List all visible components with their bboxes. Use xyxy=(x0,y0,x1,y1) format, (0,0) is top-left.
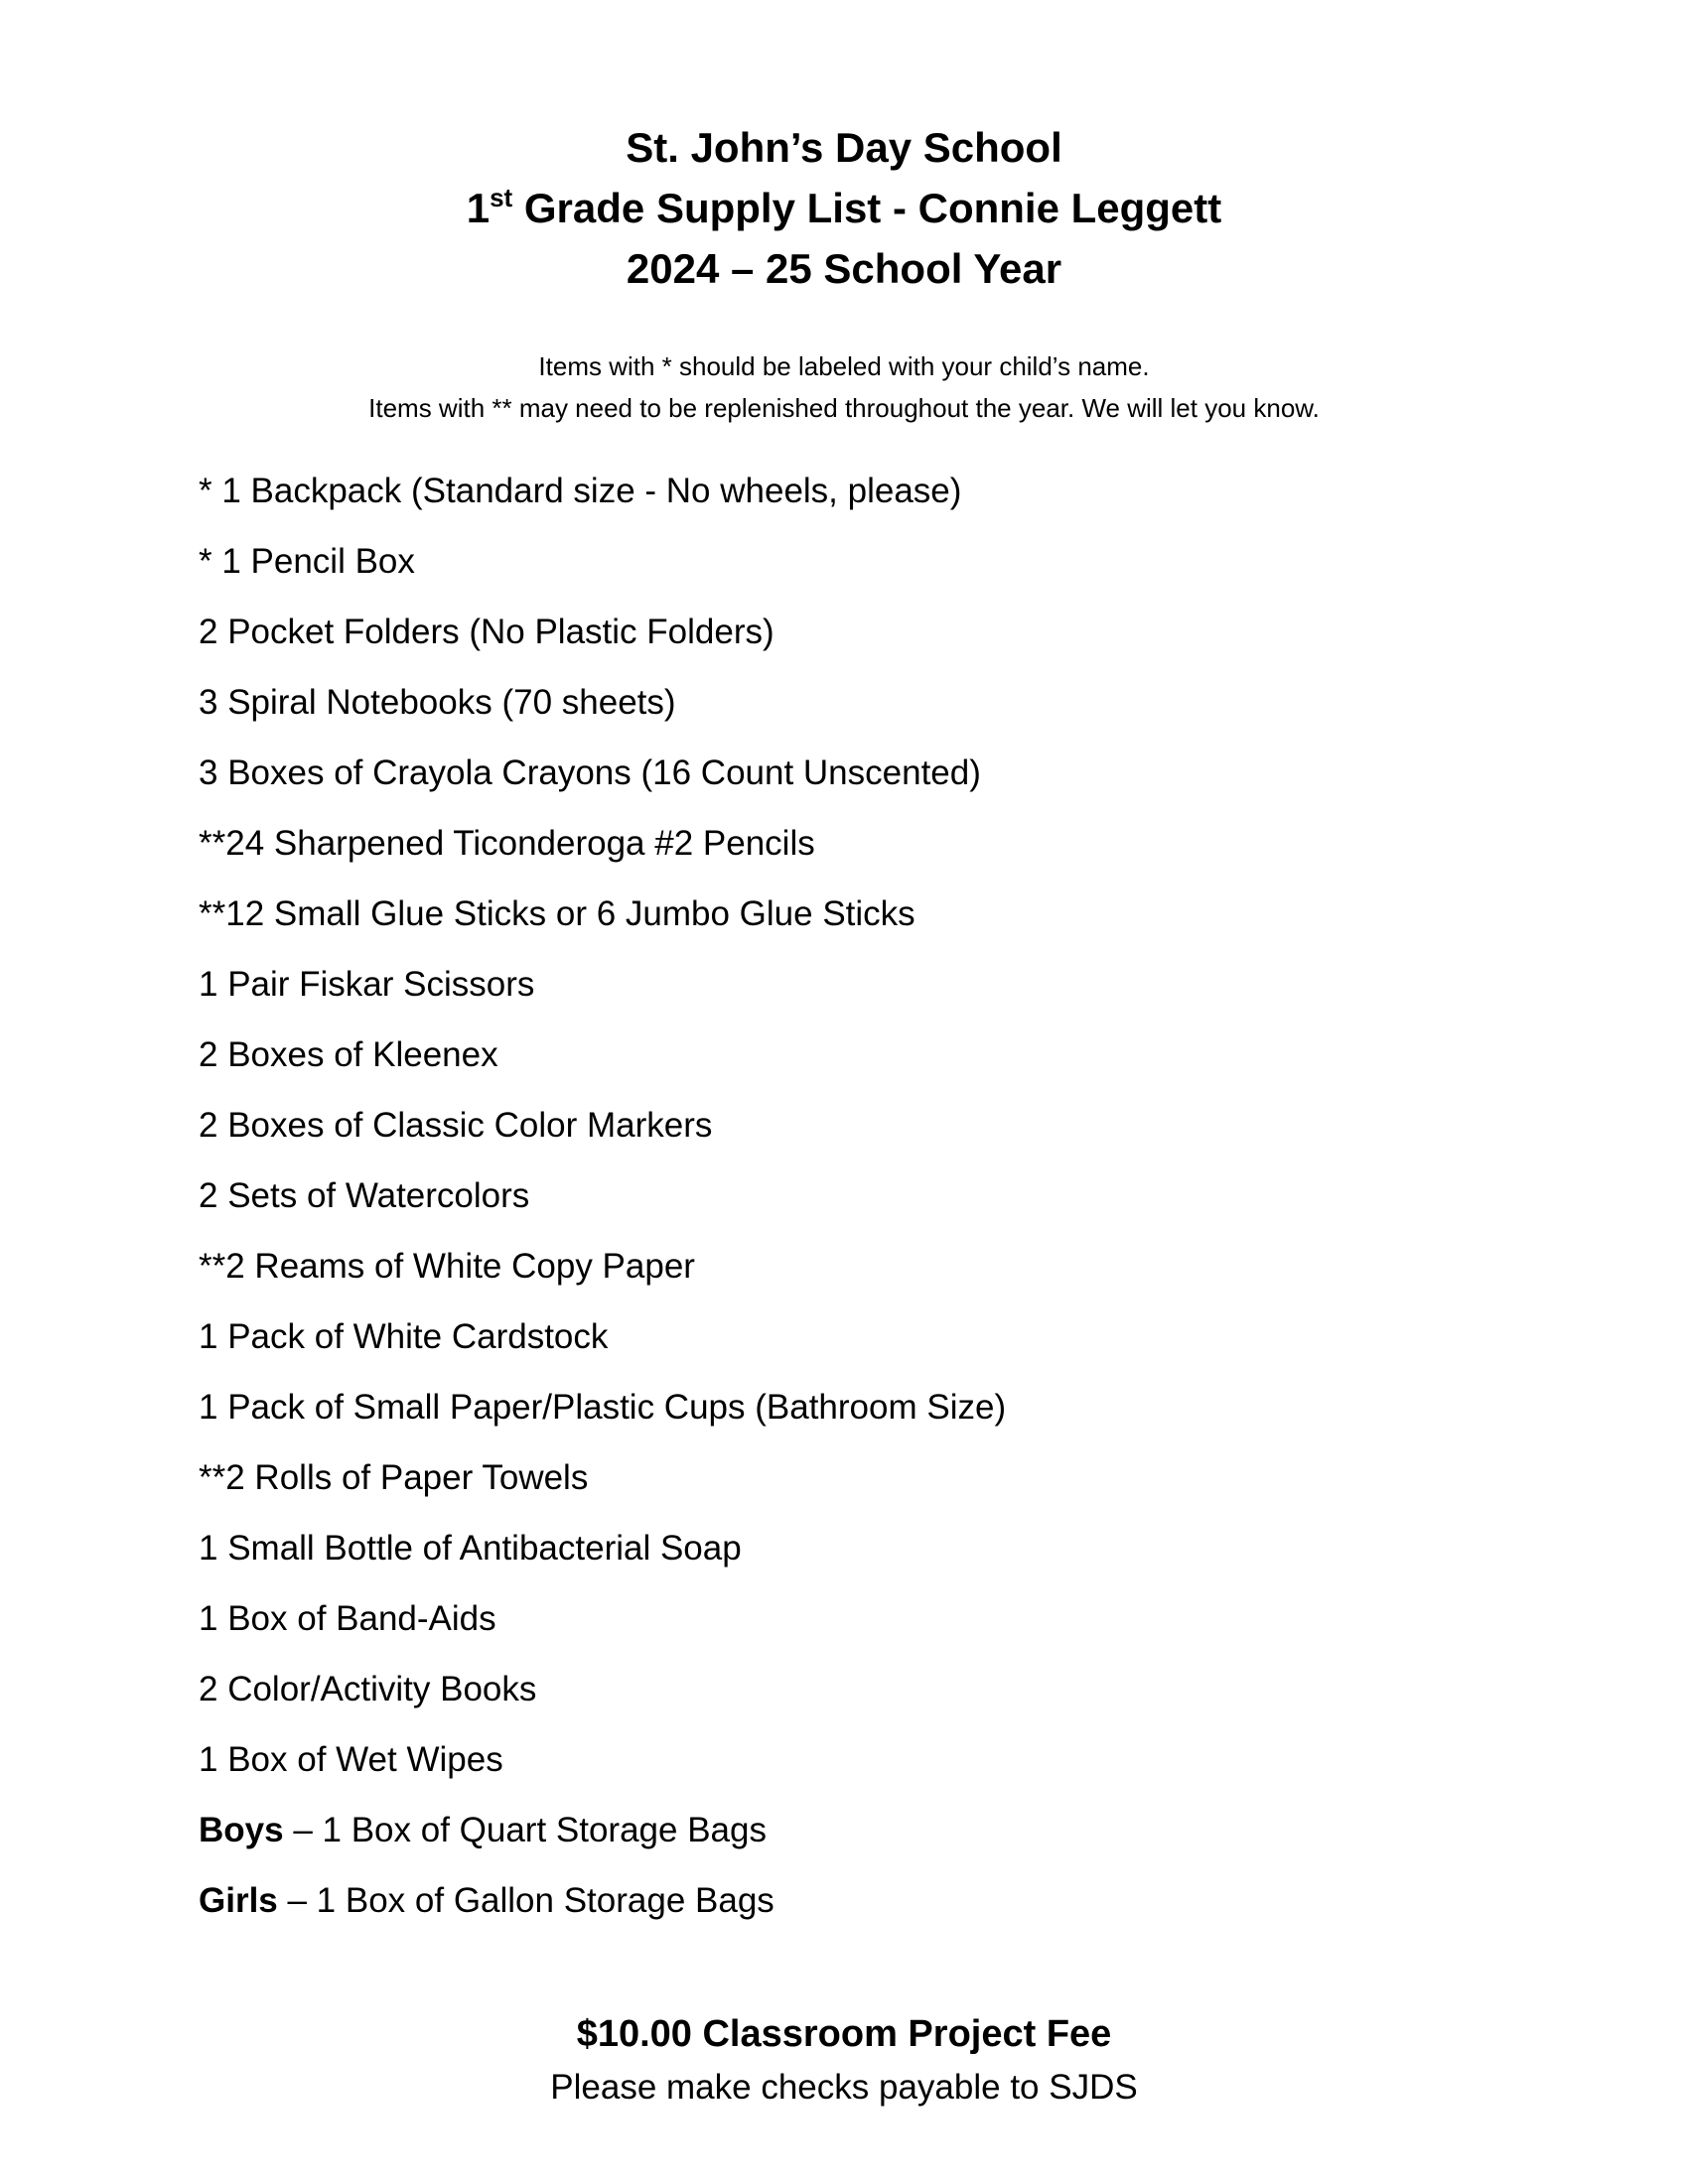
list-item: **2 Reams of White Copy Paper xyxy=(199,1247,695,1286)
girls-label: Girls xyxy=(199,1881,278,1920)
list-item: 3 Boxes of Crayola Crayons (16 Count Unscented) xyxy=(199,753,981,792)
list-item: * 1 Backpack (Standard size - No wheels, please) xyxy=(199,472,962,510)
list-item: 2 Color/Activity Books xyxy=(199,1670,537,1708)
list-item: **2 Rolls of Paper Towels xyxy=(199,1458,589,1497)
label-note: Items with * should be labeled with your child’s name. xyxy=(538,351,1150,381)
boys-item: – 1 Box of Quart Storage Bags xyxy=(283,1811,767,1849)
replenish-note: Items with ** may need to be replenished throughout the year. We will let you know. xyxy=(368,393,1320,423)
list-item: 1 Small Bottle of Antibacterial Soap xyxy=(199,1529,742,1568)
list-item: 2 Boxes of Kleenex xyxy=(199,1035,498,1074)
list-item: 3 Spiral Notebooks (70 sheets) xyxy=(199,683,676,722)
list-item-girls xyxy=(199,1874,1589,1945)
girls-item: – 1 Box of Gallon Storage Bags xyxy=(277,1881,774,1920)
list-title xyxy=(0,178,1688,238)
list-item: 2 Sets of Watercolors xyxy=(199,1176,530,1215)
list-item: 1 Pack of White Cardstock xyxy=(199,1317,609,1356)
list-item: 2 Boxes of Classic Color Markers xyxy=(199,1106,713,1145)
list-item-boys xyxy=(199,1804,1589,1874)
list-item: **12 Small Glue Sticks or 6 Jumbo Glue Sticks xyxy=(199,894,915,933)
list-item: 1 Pair Fiskar Scissors xyxy=(199,965,535,1004)
grade-suffix: st xyxy=(490,183,513,212)
school-name: St. John’s Day School xyxy=(626,124,1062,171)
school-year: 2024 – 25 School Year xyxy=(626,245,1062,292)
list-item: * 1 Pencil Box xyxy=(199,542,415,581)
boys-label: Boys xyxy=(199,1811,284,1849)
list-title-text: Grade Supply List - Connie Leggett xyxy=(512,185,1222,231)
fee-note: Please make checks payable to SJDS xyxy=(550,2068,1138,2107)
grade-number: 1 xyxy=(466,185,491,231)
supply-list xyxy=(199,465,1589,1945)
list-item: 2 Pocket Folders (No Plastic Folders) xyxy=(199,613,774,651)
list-item: 1 Box of Band-Aids xyxy=(199,1599,496,1638)
label-notes xyxy=(0,345,1688,429)
document-header xyxy=(0,117,1688,299)
list-item: **24 Sharpened Ticonderoga #2 Pencils xyxy=(199,824,815,863)
list-item: 1 Box of Wet Wipes xyxy=(199,1740,503,1779)
list-item: 1 Pack of Small Paper/Plastic Cups (Bathroom Size) xyxy=(199,1388,1007,1427)
fee-title: $10.00 Classroom Project Fee xyxy=(576,2013,1112,2055)
fee-section xyxy=(0,2007,1688,2115)
